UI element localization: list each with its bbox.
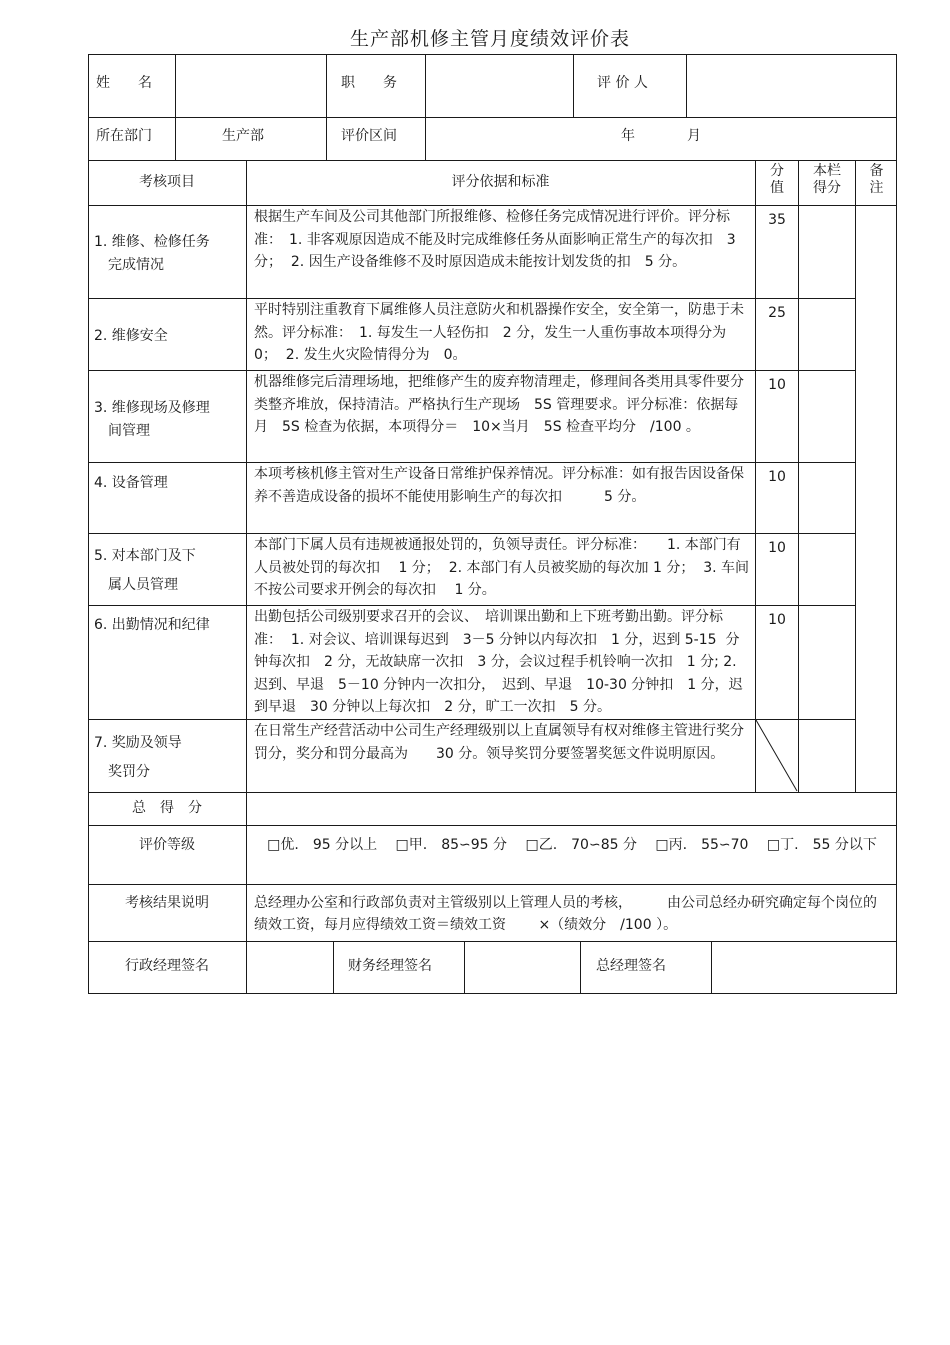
col-earned-header: 本栏得分 bbox=[813, 163, 841, 196]
col-criteria-header: 评分依据和标准 bbox=[451, 174, 550, 190]
col-item-header: 考核项目 bbox=[139, 174, 195, 190]
evaluator-label: 评 价 人 bbox=[597, 75, 648, 91]
item-5-criteria: 本部门下属人员有违规被通报处罚的，负领导责任。评分标准： 1. 本部门有人员被处罚的每次扣 1 分； 2. 本部门有人员被奖励的每次加 1 分； 3. 车间不按公司要求开例会的每次扣 1 分。 bbox=[254, 537, 750, 598]
period-month: 月 bbox=[687, 128, 701, 144]
item-1-criteria: 根据生产车间及公司其他部门所报维修、检修任务完成情况进行评价。评分标准： 1. 非客观原因造成不能及时完成维修任务从面影响正常生产的每次扣 3 分； 2. 因生产设备维修不及时原因造成未能按计划发货的扣 5 分。 bbox=[254, 209, 741, 270]
dept-label: 所在部门 bbox=[96, 128, 152, 144]
result-label: 考核结果说明 bbox=[125, 895, 209, 911]
total-label: 总 得 分 bbox=[132, 800, 202, 816]
item-3-score: 10 bbox=[768, 377, 786, 393]
name-field[interactable] bbox=[176, 55, 325, 116]
col-score-header: 分值 bbox=[770, 163, 784, 196]
item-1-score: 35 bbox=[768, 212, 786, 228]
item-1-name: 1. 维修、检修任务 完成情况 bbox=[94, 234, 210, 273]
period-year: 年 bbox=[621, 128, 635, 144]
item-7-name: 7. 奖励及领导 奖罚分 bbox=[94, 735, 182, 780]
item-4-criteria: 本项考核机修主管对生产设备日常维护保养情况。评分标准：如有报告因设备保养不善造成设备的损坏不能使用影响生产的每次扣 5 分。 bbox=[254, 466, 744, 505]
evaluator-field[interactable] bbox=[687, 55, 896, 116]
item-5-name: 5. 对本部门及下 属人员管理 bbox=[94, 548, 196, 593]
item-4-score: 10 bbox=[768, 469, 786, 485]
grade-options[interactable]: □优. 95 分以上 □甲. 85∽95 分 □乙. 70∽85 分 □丙. 55∽70 □丁. 55 分以下 bbox=[267, 837, 877, 853]
admin-signature-label: 行政经理签名 bbox=[125, 958, 209, 974]
admin-signature-field[interactable] bbox=[247, 942, 332, 993]
position-label: 职 务 bbox=[341, 75, 397, 91]
col-remark-header: 备注 bbox=[869, 163, 884, 196]
finance-signature-field[interactable] bbox=[465, 942, 579, 993]
name-label: 姓 名 bbox=[96, 75, 152, 91]
page-title: 生产部机修主管月度绩效评价表 bbox=[349, 28, 630, 50]
gm-signature-label: 总经理签名 bbox=[596, 958, 666, 974]
item-4-name: 4. 设备管理 bbox=[94, 475, 168, 491]
period-label: 评价区间 bbox=[341, 128, 397, 144]
item-6-score: 10 bbox=[768, 612, 786, 628]
gm-signature-field[interactable] bbox=[712, 942, 896, 993]
item-2-score: 25 bbox=[768, 305, 786, 321]
item-3-criteria: 机器维修完后清理场地，把维修产生的废弃物清理走，修理间各类用具零件要分类整齐堆放，保持清洁。严格执行生产现场 5S 管理要求。评分标准：依据每月 5S 检查为依据，本项得分＝ 10×当月 5S 检查平均分 /100 。 bbox=[254, 374, 744, 435]
item-2-criteria: 平时特别注重教育下属维修人员注意防火和机器操作安全，安全第一，防患于未然。评分标准： 1. 每发生一人轻伤扣 2 分，发生一人重伤事故本项得分为 0； 2. 发生火灾险情得分为 0。 bbox=[254, 302, 744, 363]
item-3-name: 3. 维修现场及修理 间管理 bbox=[94, 400, 210, 439]
item-2-name: 2. 维修安全 bbox=[94, 328, 168, 344]
result-text: 总经理办公室和行政部负责对主管级别以上管理人员的考核， 由公司总经办研究确定每个岗位的绩效工资，每月应得绩效工资＝绩效工资 ×（绩效分 /100 ）。 bbox=[254, 895, 877, 933]
item-5-score: 10 bbox=[768, 540, 786, 556]
grade-label: 评价等级 bbox=[139, 837, 195, 853]
dept-value: 生产部 bbox=[222, 128, 264, 144]
finance-signature-label: 财务经理签名 bbox=[348, 958, 432, 974]
item-6-criteria: 出勤包括公司级别要求召开的会议、 培训课出勤和上下班考勤出勤。评分标准： 1. 对会议、培训课每迟到 3－5 分钟以内每次扣 1 分，迟到 5-15 分钟每次扣 2 分，无故缺席一次扣 3 分，会议过程手机铃响一次扣 1 分; 2. 迟到、早退 5－10 分钟内一次扣分， 迟到、早退 10-30 分钟扣 1 分，迟到早退 30 分钟以上每次扣 2 分，旷工一次扣 5 分。 bbox=[254, 609, 746, 715]
position-field[interactable] bbox=[426, 55, 572, 116]
item-7-score-slash bbox=[755, 719, 798, 792]
item-6-name: 6. 出勤情况和纪律 bbox=[94, 617, 210, 633]
item-7-criteria: 在日常生产经营活动中公司生产经理级别以上直属领导有权对维修主管进行奖分罚分，奖分和罚分最高为 30 分。领导奖罚分要签署奖惩文件说明原因。 bbox=[254, 723, 744, 762]
